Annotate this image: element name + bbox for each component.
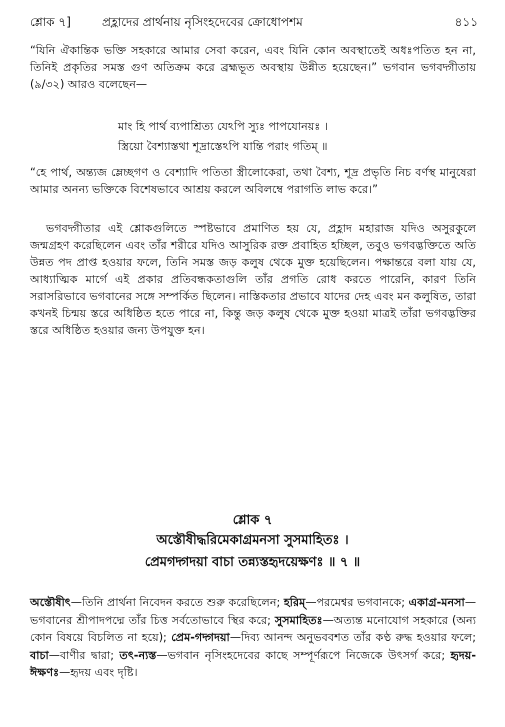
paragraph-verse-translation: “হে পার্থ, অন্ত্যজ ম্লেচ্ছগণ ও বেশ্যাদি পতিতা স্ত্রীলোকেরা, তথা বৈশ্য, শূদ্র প্রভৃতি নিচ বর্ণস্থ মানুষেরা আমার অনন্য ভক্তিকে বিশেষভাবে আশ্রয় করলে অবিলম্বে পরাগতি লাভ করে।” — [30, 166, 476, 196]
synonym-word: বাচা — [30, 648, 49, 662]
word-by-word-synonyms — [30, 594, 476, 714]
synonym-word: সুসমাহিতঃ — [274, 613, 323, 627]
synonym-meaning: —দিব্য আনন্দ অনুভববশত তাঁর কণ্ঠ রুদ্ধ হওয়ার ফলে; — [229, 631, 476, 644]
synonym-meaning: —ভগবান নৃসিংহদেবের কাছে সম্পূর্ণরূপে নিজেকে উৎসর্গ করে; — [156, 648, 451, 662]
page-header — [30, 12, 478, 32]
synonym-meaning: —হৃদয় এবং দৃষ্টি। — [59, 666, 138, 679]
header-chapter-title: প্রহ্লাদের প্রার্থনায় নৃসিংহদেবের ক্রোধোপশম — [102, 15, 303, 29]
shloka-line-2: প্রেমগদ্গদয়া বাচা তন্ন্যস্তহৃদয়েক্ষণঃ ॥ ৭ ॥ — [144, 555, 361, 570]
paragraph-quote-1: “যিনি ঐকান্তিক ভক্তি সহকারে আমার সেবা করেন, এবং যিনি কোন অবস্থাতেই অধঃপতিত হন না, তিনিই প্রকৃতির সমস্ত গুণ অতিক্রম করে ব্রহ্মভূত অবস্থায় উন্নীত হয়েছেন।” ভগবান ভগবদ্গীতায় (৯/৩২) আরও বলেছেন— — [30, 44, 476, 91]
paragraph-purport: ভগবদ্গীতার এই শ্লোকগুলিতে স্পষ্টভাবে প্রমাণিত হয় যে, প্রহ্লাদ মহারাজ যদিও অসুরকুলে জন্মগ্রহণ করেছিলেন এবং তাঁর শরীরে যদিও আসুরিক রক্ত প্রবাহিত হচ্ছিল, তবুও ভগবদ্ভক্তিতে অতি উন্নত পদ প্রাপ্ত হওয়ার ফলে, তিনি সমস্ত জড় কলুষ থেকে মুক্ত হয়েছিলেন। পক্ষান্তরে বলা যায় যে, আধ্যাত্মিক মার্গে এই প্রকার প্রতিবন্ধকতাগুলি তাঁর প্রগতি রোধ করতে পারেনি, কারণ তিনি সরাসরিভাবে ভগবানের সঙ্গে সম্পর্কিত ছিলেন। নাস্তিকতার প্রভাবে যাদের দেহ এবং মন কলুষিত, তারা কখনই চিন্ময় স্তরে অধিষ্ঠিত হতে পারে না, কিন্তু জড় কলুষ থেকে মুক্ত হওয়া মাত্রই তাঁরা ভগবদ্ভক্তির স্তরে অধিষ্ঠিত হওয়ার জন্য উপযুক্ত হন। — [30, 222, 476, 337]
synonym-word: প্রেম-গদ্গদয়া — [171, 631, 230, 644]
shloka-line-1: অস্তৌষীদ্ধরিমেকাগ্রমনসা সুসমাহিতঃ । — [156, 533, 349, 548]
synonym-word: হৃদয়-ঈক্ষণঃ — [30, 648, 476, 679]
header-verse-ref: শ্লোক ৭] — [30, 15, 71, 29]
shloka-heading: শ্লোক ৭ — [232, 513, 273, 528]
synonym-word: হরিম্ — [283, 596, 306, 609]
gita-verse-line-2: স্ত্রিয়ো বৈশ্যাস্তথা শূদ্রাস্তেঽপি যান্তি পরাং গতিম্ ॥ — [118, 140, 328, 153]
synonym-meaning: —তিনি প্রার্থনা নিবেদন করতে শুরু করেছিলেন; — [70, 596, 284, 609]
synonym-meaning: —বাণীর দ্বারা; — [48, 648, 120, 662]
synonym-meaning: —অত্যন্ত মনোযোগ সহকারে (অন্য কোন বিষয়ে বিচলিত না হয়ে); — [30, 613, 476, 644]
page-number: ৪১১ — [454, 15, 478, 29]
synonym-word: একাগ্র-মনসা — [408, 596, 465, 609]
synonym-word: তৎ-ন্যস্ত — [119, 648, 157, 662]
synonym-meaning: —ভগবানের শ্রীপাদপদ্মে তাঁর চিত্ত সর্বতোভাবে স্থির করে; — [30, 596, 476, 627]
synonym-word: অস্তৌষীৎ — [30, 596, 71, 609]
synonym-meaning: —পরমেশ্বর ভগবানকে; — [305, 596, 409, 609]
gita-verse-line-1: মাং হি পার্থ ব্যপাশ্রিত্য যেঽপি স্যুঃ পাপযোনয়ঃ । — [118, 120, 328, 133]
